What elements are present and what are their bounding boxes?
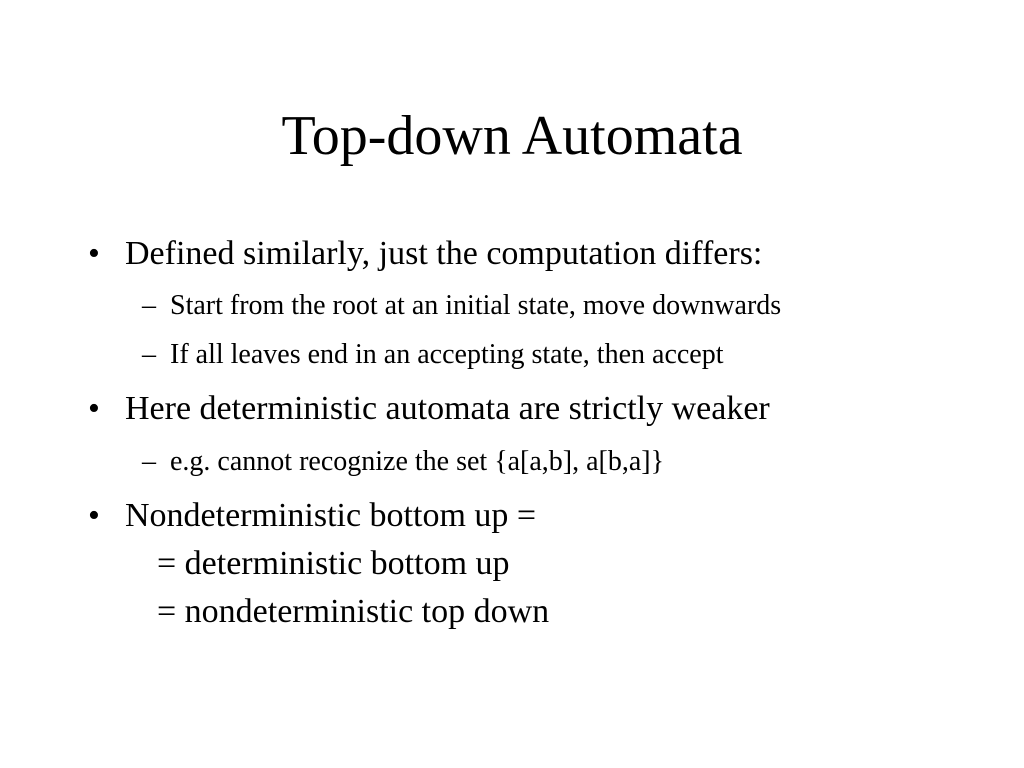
bullet-text: Here deterministic automata are strictly weaker bbox=[125, 390, 770, 427]
dash-marker: – bbox=[142, 446, 156, 477]
sub-bullet-text: If all leaves end in an accepting state, then accept bbox=[170, 339, 724, 370]
sub-bullet-text: e.g. cannot recognize the set {a[a,b], a[b,a]} bbox=[170, 446, 665, 477]
slide-title: Top-down Automata bbox=[281, 105, 743, 167]
bullet-marker: • bbox=[88, 390, 100, 427]
bullet-text: Nondeterministic bottom up = bbox=[125, 497, 537, 534]
bullet-marker: • bbox=[88, 497, 100, 534]
bullet-continuation-line: = deterministic bottom up bbox=[157, 545, 510, 582]
bullet-text: Defined similarly, just the computation differs: bbox=[125, 235, 763, 272]
sub-bullet-text: Start from the root at an initial state, move downwards bbox=[170, 290, 782, 321]
dash-marker: – bbox=[142, 339, 156, 370]
dash-marker: – bbox=[142, 290, 156, 321]
bullet-marker: • bbox=[88, 235, 100, 272]
bullet-continuation-line: = nondeterministic top down bbox=[157, 593, 550, 630]
